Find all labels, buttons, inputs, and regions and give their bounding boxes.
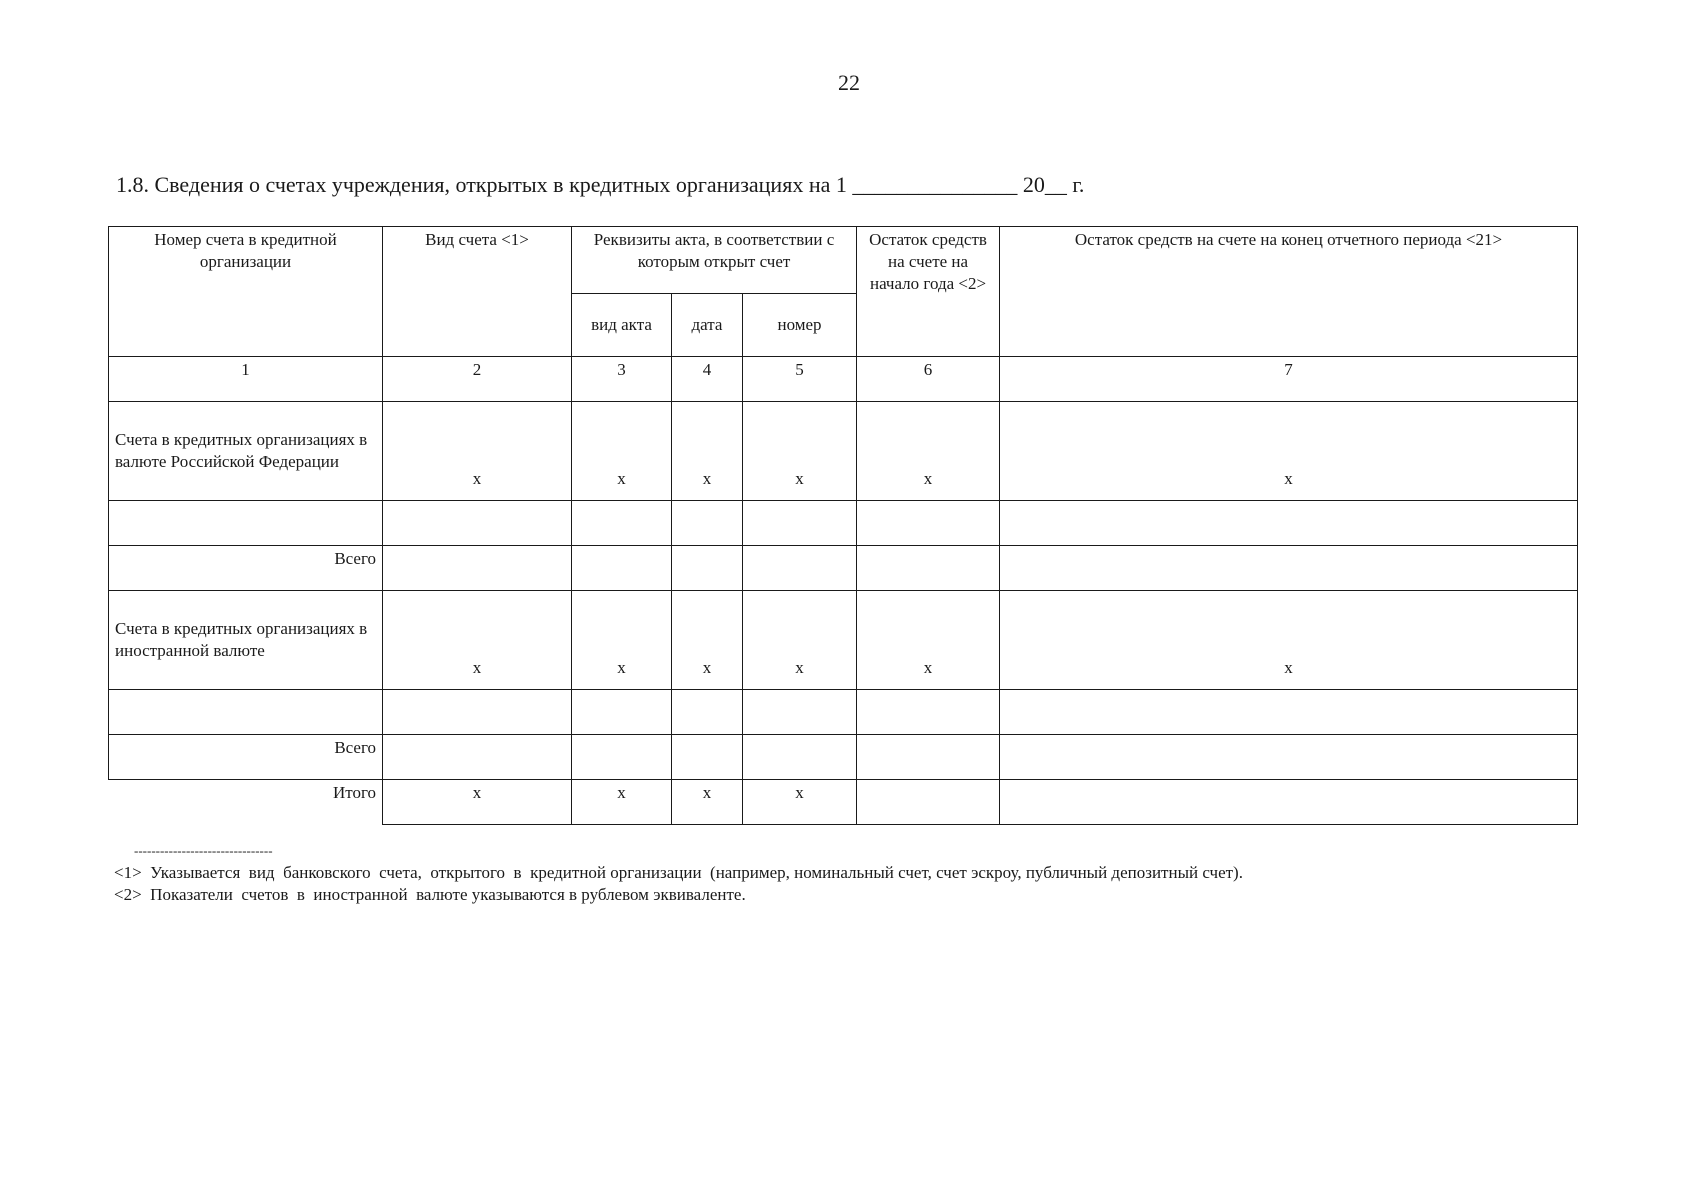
header-act-details: Реквизиты акта, в соответствии с которым открыт счет [572,227,857,294]
table-cell [857,546,1000,591]
table-cell [857,780,1000,825]
table-cell [857,501,1000,546]
column-number: 4 [672,357,743,402]
table-cell [857,735,1000,780]
table-cell [743,501,857,546]
not-applicable-mark: x [1000,402,1578,501]
table-cell [1000,690,1578,735]
not-applicable-mark: x [383,780,572,825]
table-cell [743,546,857,591]
page-number: 22 [838,70,860,95]
grand-total-label: Итого [109,780,383,825]
column-number-row [109,357,1578,402]
header-act-date: дата [672,294,743,357]
header-act-number: номер [743,294,857,357]
not-applicable-mark: x [572,402,672,501]
table-cell [743,690,857,735]
not-applicable-mark: x [572,591,672,690]
table-cell [857,690,1000,735]
column-number: 3 [572,357,672,402]
subtotal-label: Всего [109,546,383,591]
header-act-type: вид акта [572,294,672,357]
not-applicable-mark: x [743,402,857,501]
column-number: 2 [383,357,572,402]
table-cell [383,546,572,591]
table-cell [1000,735,1578,780]
subtotal-row-foreign [109,735,1578,780]
table-cell [672,546,743,591]
table-cell [743,735,857,780]
table-cell [109,501,383,546]
empty-entry-row [109,690,1578,735]
not-applicable-mark: x [857,402,1000,501]
table-cell [572,546,672,591]
not-applicable-mark: x [672,591,743,690]
table-cell [109,690,383,735]
not-applicable-mark: x [743,591,857,690]
header-opening-balance: Остаток средств на счете на начало года <2> [857,227,1000,357]
group-row-rub [109,402,1578,501]
empty-entry-row [109,501,1578,546]
not-applicable-mark: x [1000,591,1578,690]
column-number: 5 [743,357,857,402]
table-cell [572,735,672,780]
header-account-type: Вид счета <1> [383,227,572,357]
table-cell [572,501,672,546]
table-cell [672,735,743,780]
table-cell [383,690,572,735]
footnote-2: <2> Показатели счетов в иностранной валюте указываются в рублевом эквиваленте. [114,885,746,905]
section-title: 1.8. Сведения о счетах учреждения, открытых в кредитных организациях на 1 _______________ 20__ г. [116,172,1085,197]
table-cell [672,690,743,735]
not-applicable-mark: x [857,591,1000,690]
subtotal-label: Всего [109,735,383,780]
not-applicable-mark: x [672,402,743,501]
header-account-number: Номер счета в кредитной организации [109,227,383,357]
group-label: Счета в кредитных организациях в иностранной валюте [109,591,383,690]
group-row-foreign [109,591,1578,690]
column-number: 6 [857,357,1000,402]
not-applicable-mark: x [572,780,672,825]
table-cell [672,501,743,546]
header-row [109,227,1578,294]
not-applicable-mark: x [383,402,572,501]
grand-total-row [109,780,1578,825]
not-applicable-mark: x [383,591,572,690]
table-cell [383,735,572,780]
table-cell [1000,501,1578,546]
accounts-table [108,226,1578,825]
footnote-1: <1> Указывается вид банковского счета, открытого в кредитной организации (например, номинальный счет, счет эскроу, публичный депозитный счет). [114,862,1243,882]
not-applicable-mark: x [672,780,743,825]
table-cell [572,690,672,735]
column-number: 1 [109,357,383,402]
footnotes [114,842,1243,907]
table-cell [1000,546,1578,591]
table-cell [1000,780,1578,825]
group-label: Счета в кредитных организациях в валюте Российской Федерации [109,402,383,501]
table-cell [383,501,572,546]
footnote-divider: -------------------------------- [134,843,273,858]
subtotal-row-rub [109,546,1578,591]
not-applicable-mark: x [743,780,857,825]
header-closing-balance: Остаток средств на счете на конец отчетного периода <21> [1000,227,1578,357]
column-number: 7 [1000,357,1578,402]
